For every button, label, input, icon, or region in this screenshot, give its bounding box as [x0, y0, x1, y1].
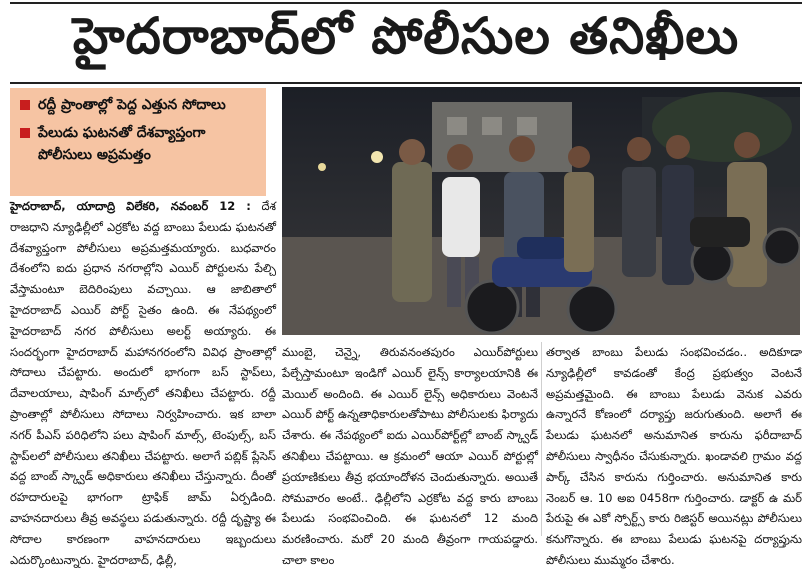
headline: హైదరాబాద్‌లో పోలీసుల తనిఖీలు [72, 6, 740, 65]
column-divider [541, 342, 542, 536]
article-column-2 [282, 342, 538, 571]
news-photo [282, 87, 800, 335]
square-bullet-icon [20, 100, 30, 110]
article-text: ముంబై, చెన్నై, తిరువనంతపురం ఎయిర్‌పోర్టులు పేల్చేస్తామంటూ ఇండిగో ఎయిర్ లైన్స్ కార్యాలయానికి ఈ మెయిల్ అందింది. ఈ ఎయిర్ లైన్స్ అధికారులు వెంటనే ఎయిర్ పోర్ట్ ఉన్నతాధికారులతోపాటు పోలీసులకు ఫిర్యాదు చేశారు. ఈ నేపథ్యంలో ఐదు ఎయిర్‌పోర్ట్‌ల్లో బాంబ్ స్క్వాడ్ తనిఖీలు చేపట్టాయి. ఆ క్రమంలో ఆయా ఎయిర్ పోర్టుల్లో ప్రయాణికులు తీవ్ర భయాందోళన చెందుతున్నారు. అయితే సోమవారం అంటే.. ఢిల్లీలోని ఎర్రకోట వద్ద కారు బాంబు పేలుడు సంభవించింది. ఈ ఘటనలో 12 మంది మరణించారు. మరో 20 మంది తీవ్రంగా గాయపడ్డారు. చాలా కాలం [282, 345, 538, 567]
article-column-3 [546, 342, 802, 571]
article-text: దేశ రాజధాని న్యూఢిల్లీలో ఎర్రకోట వద్ద బాంబు పేలుడు ఘటనతో దేశవ్యాప్తంగా పోలీసులు అప్రమత్తమయ్యారు. బుధవారం దేశంలోని ఐదు ప్రధాన నగరాల్లోని ఎయిర్ పోర్టులను పేల్చి వేస్తామంటూ బెదిరింపులు వచ్చాయి. ఆ జాబితాలో హైదరాబాద్ ఎయిర్ పోర్ట్ సైతం ఉంది. ఈ నేపథ్యంలో హైదరాబాద్ నగర పోలీసులు అలర్ట్ అయ్యారు. ఈ సందర్భంగా హైదరాబాద్ మహానగరంలోని వివిధ ప్రాంతాల్లో సోదాలు చేపట్టారు. అందులో భాగంగా బస్ స్టాప్‌లు, దేవాలయాలు, షాపింగ్ మాల్స్‌లో తనిఖీలు చేపట్టారు. రద్దీ ప్రాంతాల్లో పోలీసులు సోదాలు నిర్వహించారు. ఇక బాలా నగర్ పీఎస్ పరిధిలోని పలు షాపింగ్ మాల్స్, టెంపుల్స్, బస్ స్టాప్‌లలో పోలీసులు తనిఖీలు చేపట్టారు. అలాగే పబ్లిక్ ప్లేసెస్ వద్ద బాంబ్ స్క్వాడ్ అధికారులు తనిఖీలు చేస్తున్నారు. దీంతో రహదారులపై భాగంగా ట్రాఫిక్ జామ్ ఏర్పడింది. వాహనదారులు తీవ్ర అవస్థలు పడుతున్నారు. రద్దీ దృష్ట్యా ఈ సోదాల కారణంగా వాహనదారులు ఇబ్బందులు ఎదుర్కొంటున్నారు. హైదరాబాద్, ఢిల్లీ, [10, 199, 276, 567]
headline-bottom-rule [10, 82, 802, 84]
highlight-text: పేలుడు ఘటనతో దేశవ్యాప్తంగా పోలీసులు అప్రమత్తం [38, 125, 206, 163]
article-text: తర్వాత బాంబు పేలుడు సంభవించడం.. అదికూడా న్యూఢిల్లీలో కావడంతో కేంద్ర ప్రభుత్వం వెంటనే అప్రమత్తమైంది. ఈ బాంబు పేలుడు వెనుక ఎవరు ఉన్నారనే కోణంలో దర్యాప్తు జరుగుతుంది. అలాగే ఈ పేలుడు ఘటనలో అనుమానిత కారును ఫరీదాబాద్ పోలీసులు స్వాధీనం చేసుకున్నారు. ఖండావలి గ్రామం వద్ద పార్క్ చేసిన కారును గుర్తించారు. అనుమానిత కారు నెంబర్ ఆ. 10 అఐ 0458గా గుర్తించారు. డాక్టర్ ఉ మర్ పేరుపై ఈ ఎకో స్పోర్ట్స్ కారు రిజిస్టర్ అయినట్లు పోలీసులు కనుగొన్నారు. ఈ బాంబు పేలుడు ఘటనపై దర్యాప్తును పోలీసులు ముమ్మరం చేశారు. [546, 345, 802, 567]
highlight-item [18, 122, 258, 166]
square-bullet-icon [20, 128, 30, 138]
highlight-text: రద్దీ ప్రాంతాల్లో పెద్ద ఎత్తున సోదాలు [38, 97, 226, 113]
highlight-item [18, 94, 258, 116]
highlight-box [10, 88, 266, 196]
article-column-1 [10, 196, 276, 570]
dateline: హైదరాబాద్, యాదాద్రి విలేకరి, నవంబర్ 12 : [10, 199, 251, 213]
